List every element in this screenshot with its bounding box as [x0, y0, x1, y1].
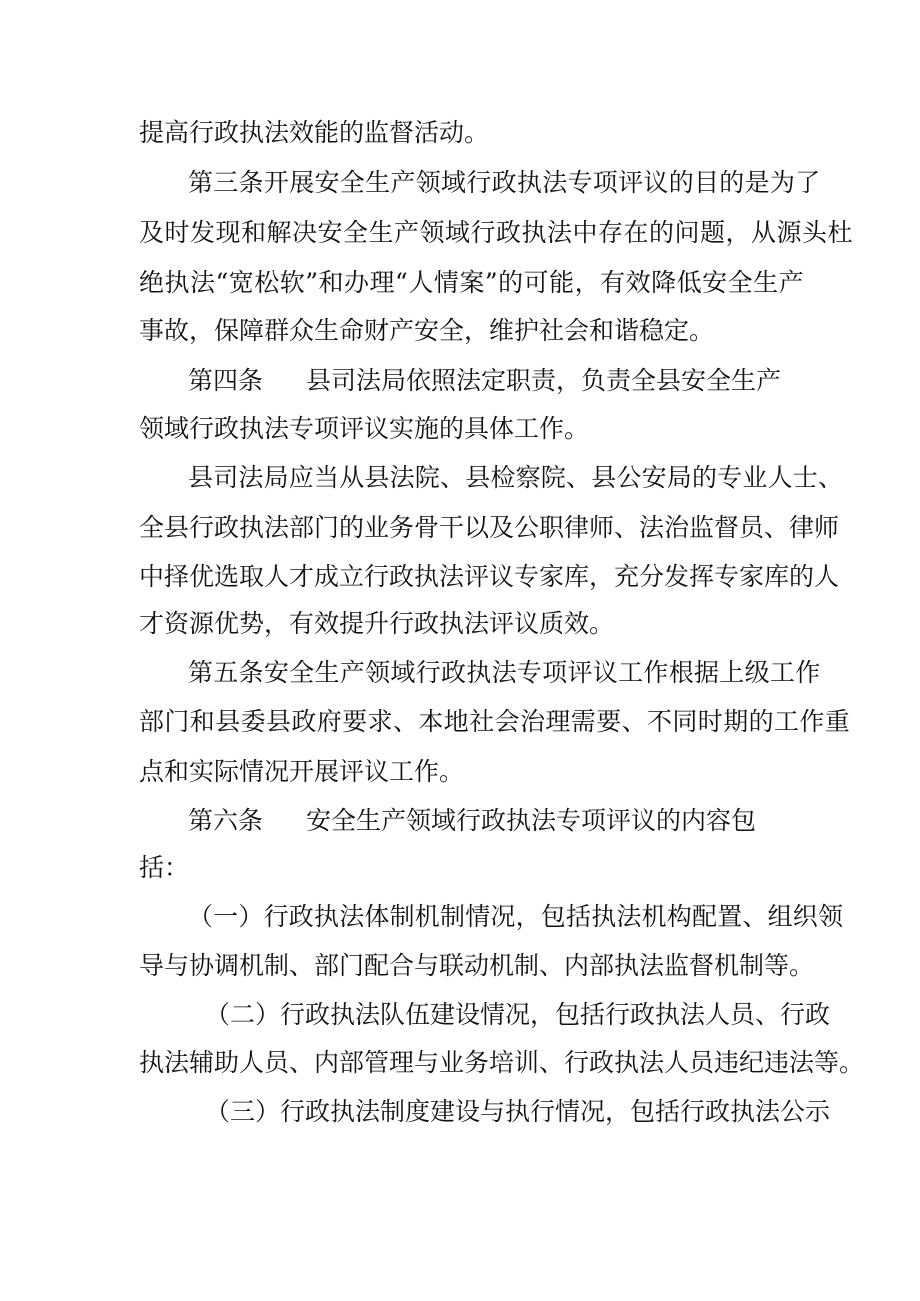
text-line: 点和实际情况开展评议工作。	[139, 757, 465, 786]
list-item: （二）行政执法队伍建设情况，包括行政执法人员、行政	[205, 1000, 831, 1029]
text-line: 全县行政执法部门的业务骨干以及公职律师、法治监督员、律师	[139, 513, 840, 542]
text-line: 导与协调机制、部门配合与联动机制、内部执法监督机制等。	[139, 951, 815, 980]
text-line: 提高行政执法效能的监督活动。	[139, 118, 490, 147]
list-item: （三）行政执法制度建设与执行情况，包括行政执法公示	[205, 1097, 831, 1126]
text-line: 才资源优势，有效提升行政执法评议质效。	[139, 609, 615, 638]
article-heading: 第四条	[188, 366, 264, 395]
text-line: 安全生产领域行政执法专项评议的内容包	[306, 806, 757, 835]
text-line: 及时发现和解决安全生产领域行政执法中存在的问题，从源头杜	[139, 218, 854, 247]
text-line: 绝执法“宽松软”和办理“人情案”的可能，有效降低安全生产	[139, 268, 805, 297]
text-line: 中择优选取人才成立行政执法评议专家库，充分发挥专家库的人	[139, 562, 840, 591]
article-heading: 第六条	[188, 806, 264, 835]
text-line: 领域行政执法专项评议实施的具体工作。	[139, 414, 590, 443]
text-line: 部门和县委县政府要求、本地社会治理需要、不同时期的工作重	[139, 707, 851, 736]
list-item: （一）行政执法体制机制情况，包括执法机构配置、组织领	[188, 902, 844, 931]
text-line: 括：	[139, 853, 190, 882]
text-line: 事故，保障群众生命财产安全，维护社会和谐稳定。	[139, 316, 715, 345]
text-line: 执法辅助人员、内部管理与业务培训、行政执法人员违纪违法等。	[139, 1048, 865, 1077]
text-line: 县司法局依照法定职责，负责全县安全生产	[306, 366, 782, 395]
text-line: 第三条开展安全生产领域行政执法专项评议的目的是为了	[188, 168, 821, 197]
text-line: 第五条安全生产领域行政执法专项评议工作根据上级工作	[188, 658, 821, 687]
text-line: 县司法局应当从县法院、县检察院、县公安局的专业人士、	[188, 463, 844, 492]
